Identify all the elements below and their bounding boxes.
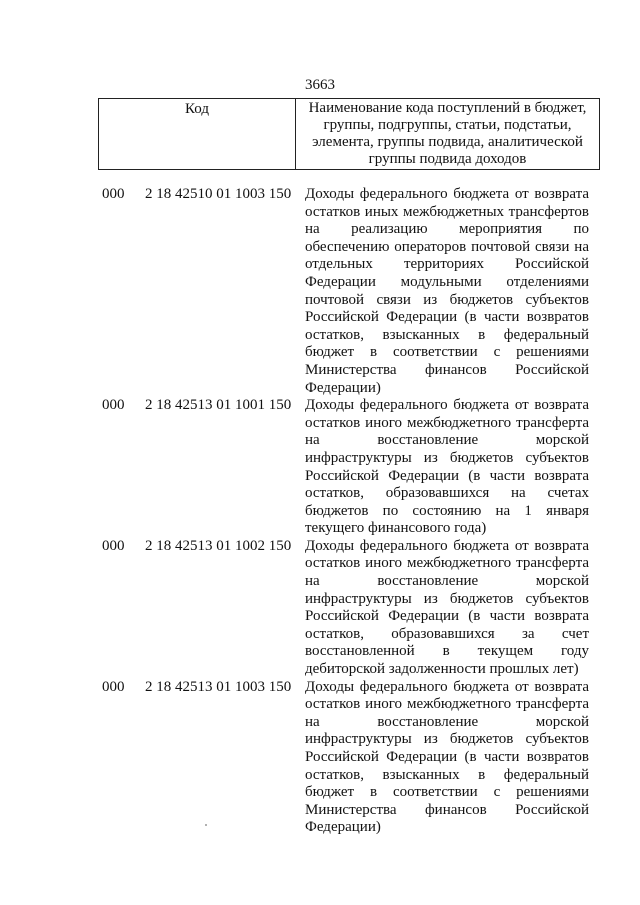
income-code: 2 18 42513 01 1001 150 bbox=[145, 397, 292, 414]
scan-speck bbox=[205, 824, 207, 826]
income-code: 2 18 42510 01 1003 150 bbox=[145, 186, 292, 202]
income-description: Доходы федерального бюджета от возврата остатков иного межбюджетного трансферта на восстановление морской инфраструктуры из бюджетов субъектов Российской Федерации (в части возврата остатков, образовавшихся на счетах бюджетов по состоянию на 1 января текущего финансового года) bbox=[305, 397, 589, 537]
income-code: 2 18 42513 01 1003 150 bbox=[145, 678, 292, 695]
header-code-column: Код bbox=[99, 99, 296, 169]
table-row bbox=[0, 397, 640, 538]
income-code: 2 18 42513 01 1002 150 bbox=[145, 537, 292, 554]
income-description: Доходы федерального бюджета от возврата остатков иного межбюджетного трансферта на восстановление морской инфраструктуры из бюджетов субъектов Российской Федерации (в части возвратов остатков, взысканных в федеральный бюджет в соответствии с решениями Министерства финансов Российской Федерации) bbox=[305, 678, 589, 836]
admin-code: 000 bbox=[102, 397, 125, 414]
income-code-list bbox=[0, 186, 640, 837]
admin-code: 000 bbox=[102, 537, 125, 554]
table-row bbox=[0, 186, 640, 397]
table-row bbox=[0, 538, 640, 679]
income-description: Доходы федерального бюджета от возврата остатков иного межбюджетного трансферта на восстановление морской инфраструктуры из бюджетов субъектов Российской Федерации (в части возврата остатков, образовавшихся за счет восстановленной в текущем году дебиторской задолженности прошлых лет) bbox=[305, 537, 589, 678]
table-header bbox=[98, 98, 600, 170]
income-description: Доходы федерального бюджета от возврата остатков иных межбюджетных трансфертов на реализацию мероприятия по обеспечению операторов почтовой связи на отдельных территориях Российской Федерации модульными отделениями почтовой связи из бюджетов субъектов Российской Федерации (в части возвратов остатков, взысканных в федеральный бюджет в соответствии с решениями Министерства финансов Российской Федерации) bbox=[305, 186, 589, 396]
admin-code: 000 bbox=[102, 186, 125, 202]
table-row bbox=[0, 679, 640, 837]
admin-code: 000 bbox=[102, 678, 125, 695]
page-number: 3663 bbox=[305, 77, 335, 93]
header-name-column: Наименование кода поступлений в бюджет, группы, подгруппы, статьи, подстатьи, элемента, группы подвида, аналитической группы подвида доходов bbox=[308, 100, 587, 167]
